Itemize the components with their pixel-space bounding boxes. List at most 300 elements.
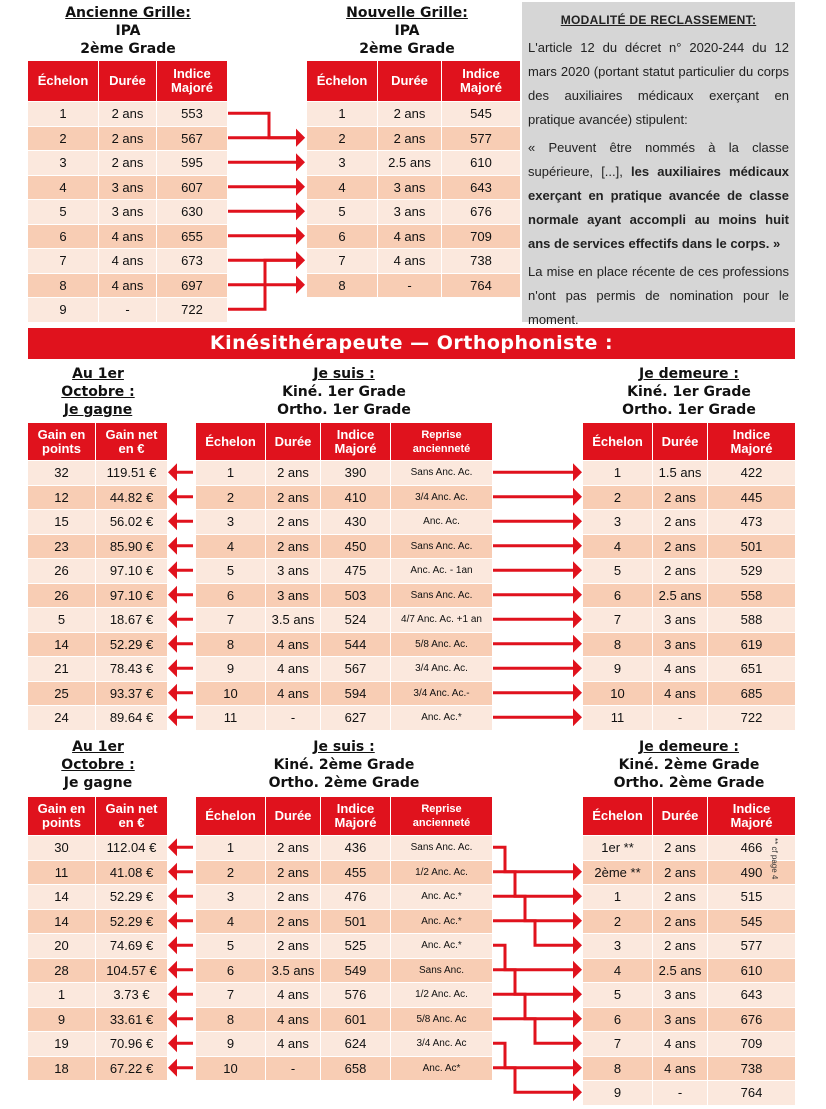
ipa-old-table-cell: 2 ans	[99, 101, 157, 126]
ipa-old-table-cell: 8	[28, 273, 99, 298]
g1-gain-arrowhead	[168, 512, 177, 530]
g2-mid-table-cell: 4 ans	[266, 982, 321, 1007]
g2-right-table-cell: 7	[583, 1031, 653, 1056]
g2-gain-arrowhead	[168, 912, 177, 930]
g2-right-table-cell: 4 ans	[653, 1056, 708, 1081]
g2-right-table-cell: 738	[708, 1056, 795, 1081]
ipa-new-table-cell: 3	[307, 150, 378, 175]
g2-right-table-cell: 2 ans	[653, 860, 708, 885]
section-banner: Kinésithérapeute — Orthophoniste :	[28, 328, 795, 359]
g1-mid-table-cell: 6	[196, 583, 266, 608]
g2-right-table-header-2: Indice Majoré	[708, 797, 795, 835]
g1-gain-table-cell: 24	[28, 705, 96, 730]
ipa-new-table-cell: 610	[442, 150, 520, 175]
g1-right-table-cell: 558	[708, 583, 795, 608]
ipa-old-table-cell: 1	[28, 101, 99, 126]
g2-gain-table-cell: 67.22 €	[96, 1056, 167, 1081]
g1-right-table-cell: 4	[583, 534, 653, 559]
g1-mid-table-cell: 3/4 Anc. Ac.-	[391, 681, 492, 706]
g1-gain-arrowhead	[168, 537, 177, 555]
ipa-arrowhead	[296, 276, 305, 294]
g1-right-table-cell: 588	[708, 607, 795, 632]
ipa-new-table-cell: 709	[442, 224, 520, 249]
g2-arrowhead	[573, 936, 582, 954]
ipa-new-title-line2: IPA	[394, 23, 420, 39]
g1-gain-arrowhead	[168, 684, 177, 702]
g1-gain-table-cell: 52.29 €	[96, 632, 167, 657]
g1-right-title-line2: Kiné. 1er Grade	[627, 384, 751, 400]
ipa-new-table-cell: -	[378, 273, 442, 298]
g2-arrow	[493, 1043, 575, 1068]
g2-right-table-cell: 9	[583, 1080, 653, 1105]
g1-gain-table-cell: 32	[28, 460, 96, 485]
g2-arrowhead	[573, 961, 582, 979]
ipa-old-table-cell: 4 ans	[99, 224, 157, 249]
g2-gain-arrowhead	[168, 863, 177, 881]
g2-right-table-cell: 6	[583, 1007, 653, 1032]
g1-gain-arrowhead	[168, 586, 177, 604]
g1-right-title-line3: Ortho. 1er Grade	[622, 402, 756, 418]
g1-right-table-cell: 722	[708, 705, 795, 730]
g1-gain-table-cell: 21	[28, 656, 96, 681]
g1-right-table-header-1: Durée	[653, 423, 708, 460]
g2-gain-arrowhead	[168, 1034, 177, 1052]
g2-right-table-cell: 709	[708, 1031, 795, 1056]
g2-mid-table-cell: 2 ans	[266, 860, 321, 885]
ipa-old-table-cell: -	[99, 297, 157, 322]
g2-mid-table-cell: 10	[196, 1056, 266, 1081]
ipa-old-table-cell: 595	[157, 150, 227, 175]
g2-mid-table-cell: Sans Anc.	[391, 958, 492, 983]
ipa-arrowhead	[296, 153, 305, 171]
g2-right-title-line3: Ortho. 2ème Grade	[613, 775, 765, 791]
ipa-new-table-cell: 676	[442, 199, 520, 224]
g2-right-table-cell: 643	[708, 982, 795, 1007]
g2-right-table-cell: 1er **	[583, 835, 653, 860]
g1-right-table-cell: 1	[583, 460, 653, 485]
g1-right-table-cell: 3	[583, 509, 653, 534]
g2-mid-table-cell: 2 ans	[266, 835, 321, 860]
g2-right-table-cell: 3 ans	[653, 1007, 708, 1032]
g2-gain-table-cell: 20	[28, 933, 96, 958]
g1-right-title-line1: Je demeure :	[638, 366, 740, 382]
g2-right-table-cell: 2.5 ans	[653, 958, 708, 983]
g1-mid-table-cell: 2	[196, 485, 266, 510]
g1-arrowhead	[573, 463, 582, 481]
g2-mid-table-cell: Anc. Ac.*	[391, 933, 492, 958]
g1-gain-table-cell: 26	[28, 583, 96, 608]
g1-mid-table-cell: Anc. Ac.	[391, 509, 492, 534]
g1-right-table-cell: 651	[708, 656, 795, 681]
g2-mid-table-header-3: Reprise ancienneté	[391, 797, 492, 835]
g1-right-table-cell: 4 ans	[653, 681, 708, 706]
g2-mid-table-cell: 3	[196, 884, 266, 909]
ipa-old-table-cell: 4	[28, 175, 99, 200]
g2-mid-table-cell: 2 ans	[266, 933, 321, 958]
g2-mid-title-line1: Je suis :	[313, 739, 375, 755]
g2-mid-table-cell: 4 ans	[266, 1007, 321, 1032]
ipa-new-table-cell: 3 ans	[378, 175, 442, 200]
g1-right-table-cell: 685	[708, 681, 795, 706]
modalite-title: MODALITÉ DE RECLASSEMENT:	[560, 13, 757, 27]
g2-arrowhead	[573, 1059, 582, 1077]
g1-gain-table-cell: 97.10 €	[96, 558, 167, 583]
g1-gain-table-cell: 85.90 €	[96, 534, 167, 559]
g1-right-table-cell: 619	[708, 632, 795, 657]
g1-right-table-cell: 501	[708, 534, 795, 559]
g2-right-table-cell: 764	[708, 1080, 795, 1105]
modalite-paragraph-1: L'article 12 du décret n° 2020-244 du 12 mars 2020 (portant statut particulier du corps des auxiliaires médicaux exerçant en pratique avancée) stipulent:	[528, 40, 789, 127]
g1-gain-arrowhead	[168, 488, 177, 506]
g2-arrow	[493, 945, 575, 970]
g2-right-title-line2: Kiné. 2ème Grade	[618, 757, 760, 773]
g1-mid-table-cell: 475	[321, 558, 391, 583]
ipa-old-table-cell: 3	[28, 150, 99, 175]
g1-gain-arrowhead	[168, 561, 177, 579]
g2-right-table-cell: 515	[708, 884, 795, 909]
ipa-old-table-cell: 7	[28, 248, 99, 273]
ipa-old-title-line3: 2ème Grade	[80, 41, 176, 57]
g2-mid-table-cell: 476	[321, 884, 391, 909]
g1-arrowhead	[573, 684, 582, 702]
g1-right-table-cell: 445	[708, 485, 795, 510]
g1-arrowhead	[573, 610, 582, 628]
ipa-arrowhead	[296, 251, 305, 269]
g2-mid-table-cell: Anc. Ac.*	[391, 884, 492, 909]
ipa-old-table-cell: 722	[157, 297, 227, 322]
g2-right-table-cell: 2ème **	[583, 860, 653, 885]
g2-mid-table-cell: 2	[196, 860, 266, 885]
g2-gain-table-cell: 18	[28, 1056, 96, 1081]
g1-mid-table-cell: 4 ans	[266, 681, 321, 706]
g2-right-table-cell: 1	[583, 884, 653, 909]
g1-right-table-cell: 6	[583, 583, 653, 608]
g2-right-table-cell: 3 ans	[653, 982, 708, 1007]
g2-mid-table-cell: 4 ans	[266, 1031, 321, 1056]
g1-gain-arrowhead	[168, 610, 177, 628]
g2-gain-table-cell: 11	[28, 860, 96, 885]
g1-right-table-cell: 422	[708, 460, 795, 485]
ipa-new-table-header-0: Échelon	[307, 61, 378, 101]
g2-arrowhead	[573, 912, 582, 930]
g1-right-table-cell: 2 ans	[653, 509, 708, 534]
g1-gain-title-line2: Octobre :	[61, 384, 135, 400]
ipa-new-table-cell: 5	[307, 199, 378, 224]
g2-right-table-cell: 2 ans	[653, 884, 708, 909]
g2-gain-table-cell: 30	[28, 835, 96, 860]
g1-gain-table-header-1: Gain net en €	[96, 423, 167, 460]
g2-right-table-cell: 676	[708, 1007, 795, 1032]
g2-gain-table-cell: 14	[28, 909, 96, 934]
g1-mid-table-cell: 8	[196, 632, 266, 657]
g1-right-table-cell: 3 ans	[653, 607, 708, 632]
g1-mid-table-cell: 410	[321, 485, 391, 510]
g2-right-table-cell: 577	[708, 933, 795, 958]
g1-mid-table-cell: Sans Anc. Ac.	[391, 460, 492, 485]
g2-mid-table-cell: 601	[321, 1007, 391, 1032]
ipa-old-table-cell: 3 ans	[99, 175, 157, 200]
g1-mid-table-cell: Anc. Ac.*	[391, 705, 492, 730]
g2-mid-table-cell: 525	[321, 933, 391, 958]
ipa-new-table-cell: 4	[307, 175, 378, 200]
g1-mid-table-cell: 3 ans	[266, 583, 321, 608]
g1-mid-title-line2: Kiné. 1er Grade	[282, 384, 406, 400]
g2-gain-title-line1: Au 1er	[72, 739, 124, 755]
ipa-new-table-cell: 643	[442, 175, 520, 200]
g1-mid-table-cell: Sans Anc. Ac.	[391, 583, 492, 608]
ipa-old-table-cell: 553	[157, 101, 227, 126]
g1-mid-table-cell: 524	[321, 607, 391, 632]
ipa-new-table-cell: 4 ans	[378, 248, 442, 273]
g2-right-table-cell: 2 ans	[653, 835, 708, 860]
modalite-paragraph-2-text: « Peuvent être nommés à la classe supérieure, [...],	[528, 140, 789, 179]
g1-right-table-cell: 3 ans	[653, 632, 708, 657]
g1-right-table-cell: 2 ans	[653, 558, 708, 583]
g1-mid-table-cell: 9	[196, 656, 266, 681]
g1-mid-table-cell: 2 ans	[266, 509, 321, 534]
g2-right-table-cell: 4 ans	[653, 1031, 708, 1056]
ipa-new-table-header-1: Durée	[378, 61, 442, 101]
g1-gain-arrowhead	[168, 659, 177, 677]
g2-gain-arrowhead	[168, 887, 177, 905]
g1-gain-arrowhead	[168, 708, 177, 726]
g2-mid-table-cell: Anc. Ac*	[391, 1056, 492, 1081]
g2-gain-table-cell: 74.69 €	[96, 933, 167, 958]
g2-arrow	[493, 921, 575, 946]
g1-mid-table-cell: 4/7 Anc. Ac. +1 an	[391, 607, 492, 632]
g2-arrowhead	[573, 1010, 582, 1028]
g1-gain-table-cell: 23	[28, 534, 96, 559]
g2-gain-table-cell: 19	[28, 1031, 96, 1056]
ipa-new-table-cell: 2 ans	[378, 101, 442, 126]
g2-right-title-line1: Je demeure :	[638, 739, 740, 755]
g2-gain-table-cell: 52.29 €	[96, 884, 167, 909]
ipa-new-title-line3: 2ème Grade	[359, 41, 455, 57]
g2-arrowhead	[573, 863, 582, 881]
g2-mid-table-cell: 624	[321, 1031, 391, 1056]
ipa-arrow	[228, 285, 297, 310]
g2-mid-table-cell: 3.5 ans	[266, 958, 321, 983]
g1-mid-table-cell: 594	[321, 681, 391, 706]
g1-right-table-cell: 2 ans	[653, 534, 708, 559]
g1-mid-table-cell: -	[266, 705, 321, 730]
ipa-old-table-cell: 4 ans	[99, 248, 157, 273]
g2-arrow	[493, 896, 575, 921]
g1-arrowhead	[573, 586, 582, 604]
g1-mid-table-cell: 544	[321, 632, 391, 657]
ipa-arrowhead	[296, 202, 305, 220]
ipa-old-table-cell: 5	[28, 199, 99, 224]
ipa-old-table-cell: 6	[28, 224, 99, 249]
ipa-new-table-cell: 2	[307, 126, 378, 151]
g1-mid-table-header-0: Échelon	[196, 423, 266, 460]
g1-mid-table-cell: 10	[196, 681, 266, 706]
g2-mid-table-header-1: Durée	[266, 797, 321, 835]
g2-mid-table-cell: 6	[196, 958, 266, 983]
g1-mid-table-cell: 2 ans	[266, 485, 321, 510]
g1-mid-table-cell: 503	[321, 583, 391, 608]
g2-right-table-cell: 490	[708, 860, 795, 885]
g2-gain-arrowhead	[168, 961, 177, 979]
side-note: ** cf page 4	[770, 838, 779, 880]
g1-right-table-cell: -	[653, 705, 708, 730]
g1-gain-table-cell: 26	[28, 558, 96, 583]
g2-mid-table-cell: 2 ans	[266, 909, 321, 934]
g1-gain-table-cell: 25	[28, 681, 96, 706]
g2-gain-table-header-0: Gain en points	[28, 797, 96, 835]
g1-gain-table-cell: 5	[28, 607, 96, 632]
g1-gain-table-cell: 18.67 €	[96, 607, 167, 632]
g1-right-table-header-2: Indice Majoré	[708, 423, 795, 460]
ipa-new-table-cell: 7	[307, 248, 378, 273]
ipa-old-title-line1: Ancienne Grille:	[65, 5, 191, 21]
g2-gain-arrowhead	[168, 936, 177, 954]
g1-right-table-cell: 7	[583, 607, 653, 632]
ipa-new-table-cell: 545	[442, 101, 520, 126]
g2-gain-table-cell: 28	[28, 958, 96, 983]
modalite-paragraph-3: La mise en place récente de ces professions n'ont pas permis de nomination pour le moment.	[528, 264, 789, 327]
g1-arrowhead	[573, 708, 582, 726]
g1-mid-table-cell: 450	[321, 534, 391, 559]
ipa-new-table-cell: 2 ans	[378, 126, 442, 151]
g2-mid-table-header-0: Échelon	[196, 797, 266, 835]
g2-mid-table-cell: Sans Anc. Ac.	[391, 835, 492, 860]
g2-mid-table-cell: Anc. Ac.*	[391, 909, 492, 934]
ipa-old-table-header-1: Durée	[99, 61, 157, 101]
g1-gain-table-cell: 78.43 €	[96, 656, 167, 681]
ipa-new-table-cell: 738	[442, 248, 520, 273]
g1-right-table-cell: 8	[583, 632, 653, 657]
g2-mid-table-cell: 4	[196, 909, 266, 934]
g2-right-table-cell: 4	[583, 958, 653, 983]
g1-mid-table-cell: 3 ans	[266, 558, 321, 583]
g2-gain-table-cell: 52.29 €	[96, 909, 167, 934]
g2-mid-table-cell: 5	[196, 933, 266, 958]
g2-right-table-cell: -	[653, 1080, 708, 1105]
g1-gain-table-cell: 97.10 €	[96, 583, 167, 608]
g1-gain-table-cell: 14	[28, 632, 96, 657]
g1-gain-table-cell: 119.51 €	[96, 460, 167, 485]
g2-arrow	[493, 1019, 575, 1044]
g1-arrowhead	[573, 488, 582, 506]
g2-mid-table-cell: 1/2 Anc. Ac.	[391, 982, 492, 1007]
g1-mid-table-header-2: Indice Majoré	[321, 423, 391, 460]
g1-right-table-header-0: Échelon	[583, 423, 653, 460]
g2-mid-title-line3: Ortho. 2ème Grade	[268, 775, 420, 791]
g2-mid-table-cell: 9	[196, 1031, 266, 1056]
g2-arrowhead	[573, 1083, 582, 1101]
g1-arrowhead	[573, 561, 582, 579]
g2-gain-table-cell: 104.57 €	[96, 958, 167, 983]
ipa-new-table-cell: 4 ans	[378, 224, 442, 249]
g1-mid-table-cell: 390	[321, 460, 391, 485]
g2-right-table-header-0: Échelon	[583, 797, 653, 835]
g2-gain-arrowhead	[168, 838, 177, 856]
g1-right-table-cell: 2	[583, 485, 653, 510]
ipa-arrow	[228, 260, 297, 285]
ipa-old-table-cell: 630	[157, 199, 227, 224]
g2-arrow	[493, 847, 575, 872]
g2-right-table-cell: 2 ans	[653, 909, 708, 934]
ipa-old-table-cell: 673	[157, 248, 227, 273]
g1-right-table-cell: 5	[583, 558, 653, 583]
g2-mid-table-cell: 455	[321, 860, 391, 885]
ipa-old-table-cell: 567	[157, 126, 227, 151]
g2-gain-title-line2: Octobre :	[61, 757, 135, 773]
g1-gain-title-line3: Je gagne	[63, 402, 133, 418]
ipa-new-table-header-2: Indice Majoré	[442, 61, 520, 101]
g2-right-table-cell: 610	[708, 958, 795, 983]
g2-mid-table-cell: 1	[196, 835, 266, 860]
g1-mid-table-cell: 4 ans	[266, 632, 321, 657]
g1-gain-table-cell: 93.37 €	[96, 681, 167, 706]
g2-gain-arrowhead	[168, 1010, 177, 1028]
g1-arrowhead	[573, 635, 582, 653]
g1-right-table-cell: 529	[708, 558, 795, 583]
g2-mid-table-cell: 7	[196, 982, 266, 1007]
g1-gain-table-cell: 89.64 €	[96, 705, 167, 730]
ipa-old-table-cell: 697	[157, 273, 227, 298]
g1-mid-title-line3: Ortho. 1er Grade	[277, 402, 411, 418]
g2-gain-table-cell: 9	[28, 1007, 96, 1032]
g2-mid-table-cell: 549	[321, 958, 391, 983]
g2-gain-arrowhead	[168, 985, 177, 1003]
g1-gain-table-header-0: Gain en points	[28, 423, 96, 460]
g2-arrowhead	[573, 985, 582, 1003]
g1-arrowhead	[573, 512, 582, 530]
g2-mid-table-cell: 658	[321, 1056, 391, 1081]
ipa-old-table-cell: 2 ans	[99, 150, 157, 175]
ipa-arrow	[228, 113, 297, 138]
ipa-arrowhead	[296, 129, 305, 147]
g2-mid-table-cell: 576	[321, 982, 391, 1007]
g1-mid-table-cell: 4 ans	[266, 656, 321, 681]
g2-gain-arrowhead	[168, 1059, 177, 1077]
ipa-arrowhead	[296, 178, 305, 196]
g2-mid-table-cell: 3/4 Anc. Ac	[391, 1031, 492, 1056]
g1-gain-arrowhead	[168, 463, 177, 481]
g1-right-table-cell: 2 ans	[653, 485, 708, 510]
g2-right-table-cell: 5	[583, 982, 653, 1007]
g1-mid-table-cell: 4	[196, 534, 266, 559]
g1-mid-table-cell: 430	[321, 509, 391, 534]
g2-mid-table-cell: 436	[321, 835, 391, 860]
ipa-new-table-cell: 3 ans	[378, 199, 442, 224]
g1-mid-table-cell: 3	[196, 509, 266, 534]
ipa-old-table-cell: 2 ans	[99, 126, 157, 151]
g2-arrowhead	[573, 1034, 582, 1052]
g1-mid-table-cell: 3/4 Anc. Ac.	[391, 656, 492, 681]
g1-gain-arrowhead	[168, 635, 177, 653]
g1-gain-table-cell: 12	[28, 485, 96, 510]
g1-mid-table-cell: 5/8 Anc. Ac.	[391, 632, 492, 657]
g1-mid-table-cell: 2 ans	[266, 534, 321, 559]
ipa-arrowhead	[296, 227, 305, 245]
g1-mid-table-cell: 3.5 ans	[266, 607, 321, 632]
ipa-new-table-cell: 6	[307, 224, 378, 249]
g1-gain-table-cell: 56.02 €	[96, 509, 167, 534]
g2-right-table-cell: 545	[708, 909, 795, 934]
g1-mid-table-cell: 3/4 Anc. Ac.	[391, 485, 492, 510]
g2-arrowhead	[573, 887, 582, 905]
g2-arrow	[493, 970, 575, 995]
g2-arrow	[493, 1068, 575, 1093]
g2-gain-title-line3: Je gagne	[63, 775, 133, 791]
ipa-new-table-cell: 577	[442, 126, 520, 151]
g1-gain-table-cell: 44.82 €	[96, 485, 167, 510]
g1-right-table-cell: 1.5 ans	[653, 460, 708, 485]
g1-mid-title-line1: Je suis :	[313, 366, 375, 382]
